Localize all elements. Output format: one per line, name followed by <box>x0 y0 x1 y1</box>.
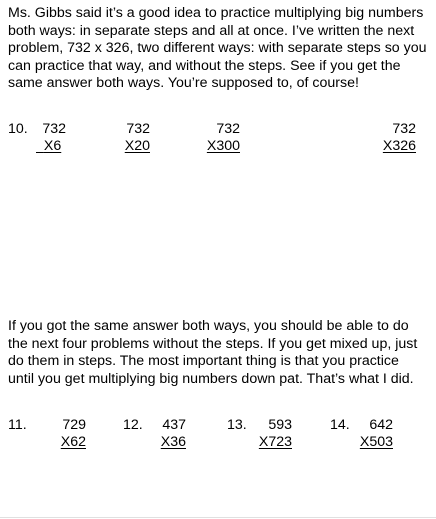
multiplier: X723 <box>258 434 292 450</box>
multiplicand: 437 <box>162 417 186 433</box>
outro-line: do them in steps. The most important thing is that you practice <box>8 353 399 369</box>
problem-number: 14. <box>330 417 350 433</box>
outro-line: until you get multiplying big numbers down pat. That’s what I did. <box>8 370 414 387</box>
multiplier: X36 <box>160 434 186 450</box>
multiplier: X326 <box>382 138 416 154</box>
multiplicand: 729 <box>62 417 86 433</box>
page-bottom-divider <box>0 517 436 518</box>
outro-paragraph <box>8 318 432 388</box>
multiplicand: 732 <box>216 121 240 137</box>
intro-line: same answer both ways. You’re supposed to, of course! <box>8 75 359 91</box>
multiplier: X503 <box>359 434 393 450</box>
multiplicand: 593 <box>268 417 292 433</box>
outro-line: If you got the same answer both ways, you should be able to do <box>8 318 409 334</box>
intro-paragraph <box>8 5 432 93</box>
intro-line: problem, 732 x 326, two different ways: with separate steps so you <box>8 40 427 56</box>
problem-number: 10. <box>8 121 28 137</box>
multiplier: X62 <box>60 434 86 450</box>
problem-number: 11. <box>8 417 27 433</box>
multiplier: X300 <box>206 138 240 154</box>
multiplier <box>36 138 66 154</box>
problem-number: 13. <box>227 417 247 433</box>
multiplier-text: X6 <box>43 138 62 154</box>
intro-line: can practice that way, and without the steps. See if you get the <box>8 57 401 74</box>
multiplicand: 642 <box>369 417 393 433</box>
problem-number: 12. <box>123 417 143 433</box>
intro-line: both ways: in separate steps and all at once. I’ve written the next <box>8 22 415 39</box>
outro-line: the next four problems without the steps. If you get mixed up, just <box>8 335 418 352</box>
multiplicand: 732 <box>42 121 66 137</box>
intro-line: Ms. Gibbs said it’s a good idea to practice multiplying big numbers <box>8 5 424 21</box>
multiplier: X20 <box>124 138 150 154</box>
multiplicand: 732 <box>392 121 416 137</box>
multiplicand: 732 <box>126 121 150 137</box>
